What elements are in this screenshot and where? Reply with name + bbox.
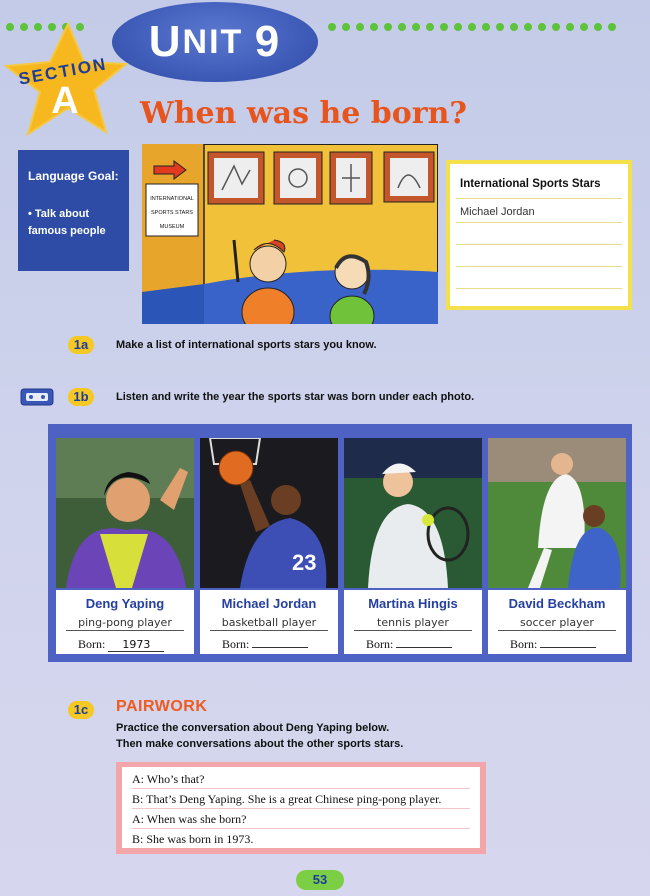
- star-sport: soccer player: [498, 616, 616, 631]
- star-card-deng-yaping: [56, 438, 194, 654]
- star-card-michael-jordan: [200, 438, 338, 654]
- museum-cartoon: [142, 144, 438, 324]
- star-label: [488, 590, 626, 654]
- list-rule: [456, 244, 622, 245]
- star-born: [366, 637, 452, 652]
- conversation-line: B: She was born in 1973.: [132, 832, 254, 846]
- star-photo: [344, 438, 482, 588]
- sports-stars-panel: [48, 424, 632, 662]
- star-label: [200, 590, 338, 654]
- unit-prefix: U: [148, 17, 183, 66]
- cassette-icon: [20, 388, 54, 406]
- star-photo: [488, 438, 626, 588]
- star-born: [78, 637, 164, 652]
- star-card-david-beckham: [488, 438, 626, 654]
- list-rule: [456, 288, 622, 289]
- list-rule: [456, 222, 622, 223]
- activity-1b-text: Listen and write the year the sports star was born under each photo.: [116, 391, 475, 403]
- star-born: [510, 637, 596, 652]
- conversation-rule: [132, 828, 470, 829]
- born-label: Born:: [78, 637, 106, 651]
- activity-1a-badge: 1a: [68, 336, 94, 354]
- sports-stars-list: [446, 160, 632, 310]
- list-title: International Sports Stars: [460, 178, 601, 190]
- activity-1b-badge: 1b: [68, 388, 94, 406]
- activity-1c-text-2: Then make conversations about the other sports stars.: [116, 738, 404, 750]
- star-sport: ping-pong player: [66, 616, 184, 631]
- jersey-number: 23: [292, 550, 317, 575]
- page-title: When was he born?: [140, 96, 467, 131]
- star-photo: [56, 438, 194, 588]
- dots-right: [328, 21, 616, 33]
- unit-badge: [112, 2, 318, 82]
- conversation-rule: [132, 788, 470, 789]
- pairwork-heading: PAIRWORK: [116, 698, 208, 715]
- born-year-field[interactable]: [252, 647, 308, 648]
- list-rule: [456, 198, 622, 199]
- unit-number: 9: [254, 17, 282, 66]
- list-entry[interactable]: Michael Jordan: [460, 206, 535, 218]
- activity-1a-text: Make a list of international sports stars you know.: [116, 339, 377, 351]
- sign-line-2: SPORTS STARS: [151, 210, 193, 216]
- star-card-martina-hingis: [344, 438, 482, 654]
- language-goal-heading: Language Goal:: [28, 169, 119, 183]
- born-year-field[interactable]: [396, 647, 452, 648]
- unit-rest: NIT: [182, 22, 244, 61]
- list-rule: [456, 266, 622, 267]
- language-goal-item: • Talk about famous people: [28, 208, 106, 237]
- conversation-line: B: That’s Deng Yaping. She is a great Chinese ping-pong player.: [132, 792, 442, 806]
- activity-1c-text-1: Practice the conversation about Deng Yaping below.: [116, 722, 390, 734]
- star-name: Martina Hingis: [368, 596, 458, 611]
- star-name: Deng Yaping: [85, 596, 165, 611]
- star-label: [56, 590, 194, 654]
- born-label: Born:: [222, 637, 250, 651]
- conversation-inner: [122, 767, 480, 848]
- conversation-box: [116, 762, 486, 854]
- sign-line-3: MUSEUM: [159, 224, 185, 230]
- born-label: Born:: [366, 637, 394, 651]
- star-sport: tennis player: [354, 616, 472, 631]
- born-year-field[interactable]: 1973: [108, 638, 164, 652]
- activity-1c-badge: 1c: [68, 701, 94, 719]
- conversation-line: A: Who’s that?: [132, 772, 205, 786]
- born-year-field[interactable]: [540, 647, 596, 648]
- section-letter: A: [51, 80, 79, 122]
- star-name: Michael Jordan: [221, 596, 317, 611]
- section-label: SECTION: [17, 54, 109, 89]
- language-goal-box: [18, 150, 129, 271]
- star-name: David Beckham: [508, 596, 606, 611]
- star-label: [344, 590, 482, 654]
- born-label: Born:: [510, 637, 538, 651]
- star-photo: [200, 438, 338, 588]
- conversation-line: A: When was she born?: [132, 812, 247, 826]
- conversation-rule: [132, 808, 470, 809]
- star-sport: basketball player: [210, 616, 328, 631]
- star-born: [222, 637, 308, 652]
- page-number: 53: [296, 870, 344, 890]
- sign-line-1: INTERNATIONAL: [150, 196, 194, 202]
